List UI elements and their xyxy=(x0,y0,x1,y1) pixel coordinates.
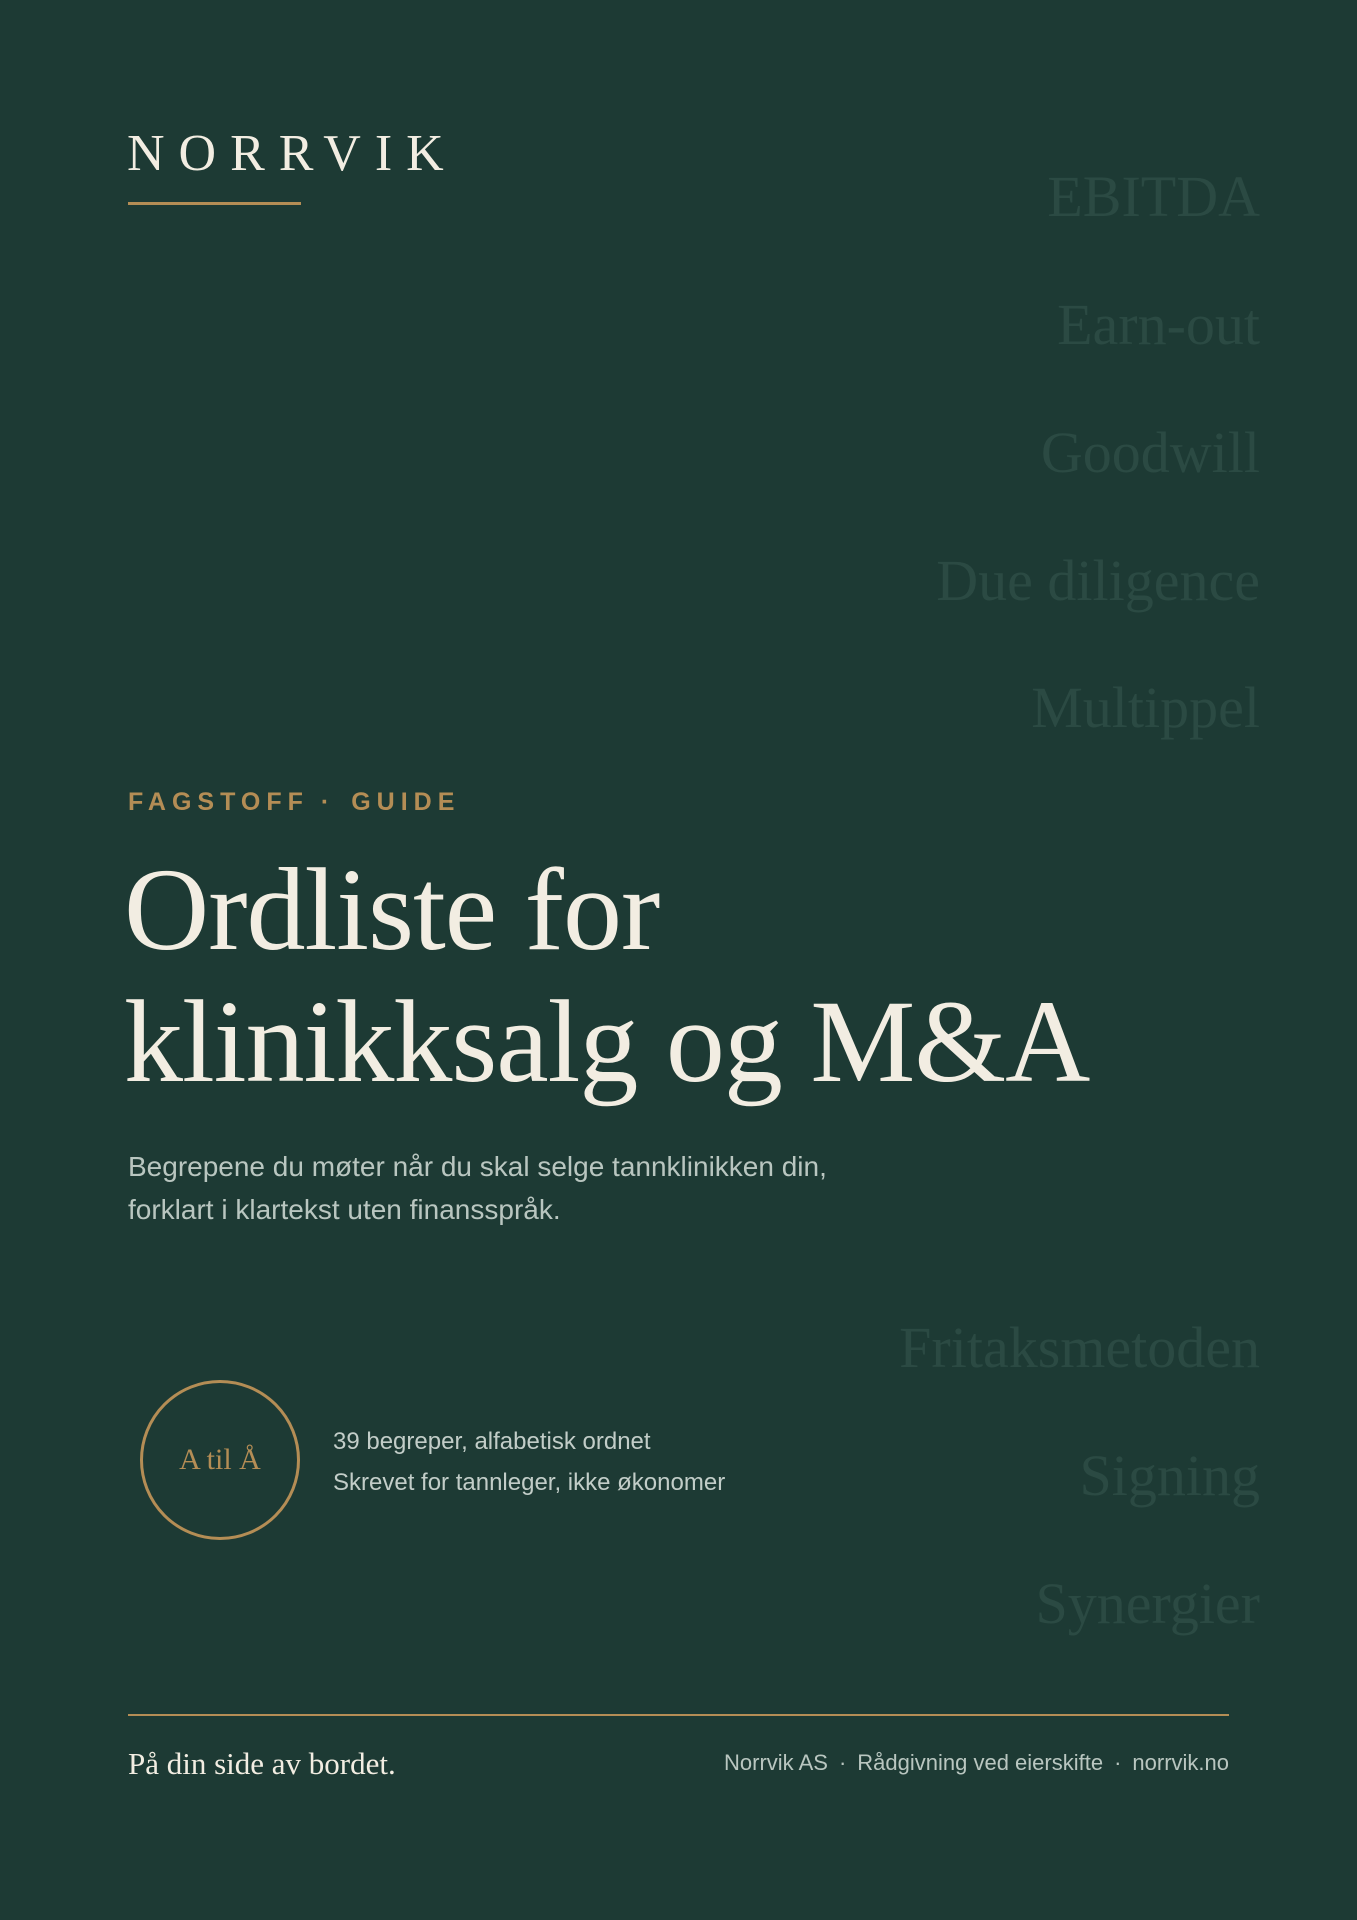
background-term: Fritaksmetoden xyxy=(899,1315,1260,1380)
lead-line-1: Begrepene du møter når du skal selge tannklinikken din, xyxy=(128,1151,827,1182)
logo-underline xyxy=(128,202,301,205)
footer-separator: · xyxy=(1114,1750,1122,1775)
footer-tagline: På din side av bordet. xyxy=(128,1746,396,1781)
title-line-1: Ordliste for xyxy=(124,844,660,975)
eyebrow-separator: · xyxy=(320,788,336,816)
guide-facts xyxy=(333,1421,725,1503)
footer-company: Norrvik AS xyxy=(724,1750,828,1775)
background-term: Multippel xyxy=(1031,675,1260,740)
background-term: Goodwill xyxy=(1040,420,1260,485)
fact-term-count: 39 begreper, alfabetisk ordnet xyxy=(333,1428,651,1455)
lead-line-2: forklart i klartekst uten finansspråk. xyxy=(128,1194,561,1225)
footer-service: Rådgivning ved eierskifte xyxy=(857,1750,1104,1775)
background-term: Signing xyxy=(1079,1443,1260,1508)
eyebrow-category: FAGSTOFF xyxy=(128,788,309,816)
title-line-2: klinikksalg og M&A xyxy=(124,976,1090,1107)
background-term: Synergier xyxy=(1035,1571,1260,1636)
background-term: Due diligence xyxy=(936,548,1260,613)
footer-website-link[interactable]: norrvik.no xyxy=(1132,1750,1229,1775)
fact-audience: Skrevet for tannleger, ikke økonomer xyxy=(333,1469,726,1496)
badge-label: A til Å xyxy=(179,1443,261,1476)
page-title xyxy=(124,844,1089,1108)
brand-logo: NORRVIK xyxy=(127,125,458,182)
background-term: EBITDA xyxy=(1047,164,1260,229)
footer-divider xyxy=(128,1714,1229,1716)
eyebrow-type: GUIDE xyxy=(351,788,461,816)
footer-company-info xyxy=(724,1748,1229,1778)
lead-paragraph xyxy=(128,1145,1028,1231)
footer-separator: · xyxy=(838,1750,847,1775)
category-eyebrow xyxy=(128,787,460,817)
a-to-z-badge xyxy=(140,1380,300,1540)
background-term: Earn-out xyxy=(1057,292,1260,357)
